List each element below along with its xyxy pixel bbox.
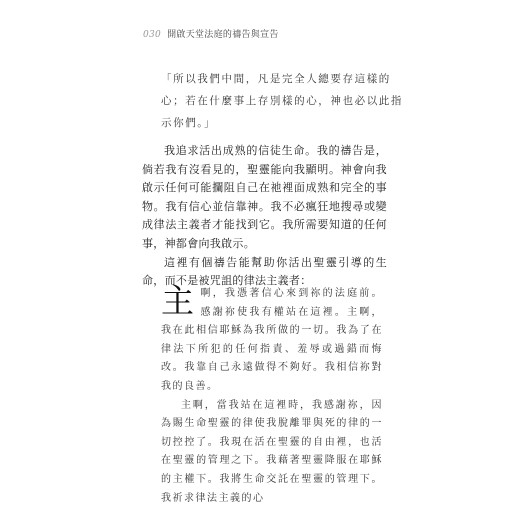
body-paragraph-1: 我追求活出成熟的信徒生命。我的禱告是，倘若我有沒看見的，聖靈能向我顯明。神會向我啟示任何可能攔阻自己在祂裡面成熟和完全的事物。我有信心並信靠神。我不必瘋狂地搜尋或變成律法主義者才能找到它。我所需要知道的任何事，神都會向我啟示。 (142, 144, 387, 250)
book-title: 開啟天堂法庭的禱告與宣告 (167, 30, 279, 40)
page-number: 030 (143, 30, 162, 40)
prayer-paragraph-1 (161, 281, 383, 397)
prayer-paragraph-1-text: 啊，我憑著信心來到祢的法庭前。感謝祢使我有權站在這裡。主啊，我在此相信耶穌為我所做的一切。我為了在律法下所犯的任何指責、羞辱或過錯而悔改。我靠自己永遠做得不夠好。我相信祢對我的良善。 (161, 288, 383, 392)
body-paragraph-2: 這裡有個禱告能幫助你活出聖靈引導的生命，而不是被咒詛的律法主義者： (142, 255, 387, 288)
drop-cap: 主 (161, 281, 196, 320)
quote-text: 「所以我們中間，凡是完全人總要存這樣的心；若在什麼事上存別樣的心，神也必以此指示你們。」 (161, 73, 403, 129)
running-header (143, 27, 279, 40)
prayer-paragraph-2: 主啊，當我站在這裡時，我感謝祢，因為賜生命聖靈的律使我脫離罪與死的律的一切控控了。我現在活在聖靈的自由裡，也活在聖靈的管理之下。我藉著聖靈降服在耶穌的主權下。我將生命交託在聖靈的管理下。我祈求律法主義的心 (161, 399, 383, 504)
scripture-quote (161, 68, 406, 134)
prayer-block (161, 281, 383, 508)
body-text (142, 142, 387, 291)
